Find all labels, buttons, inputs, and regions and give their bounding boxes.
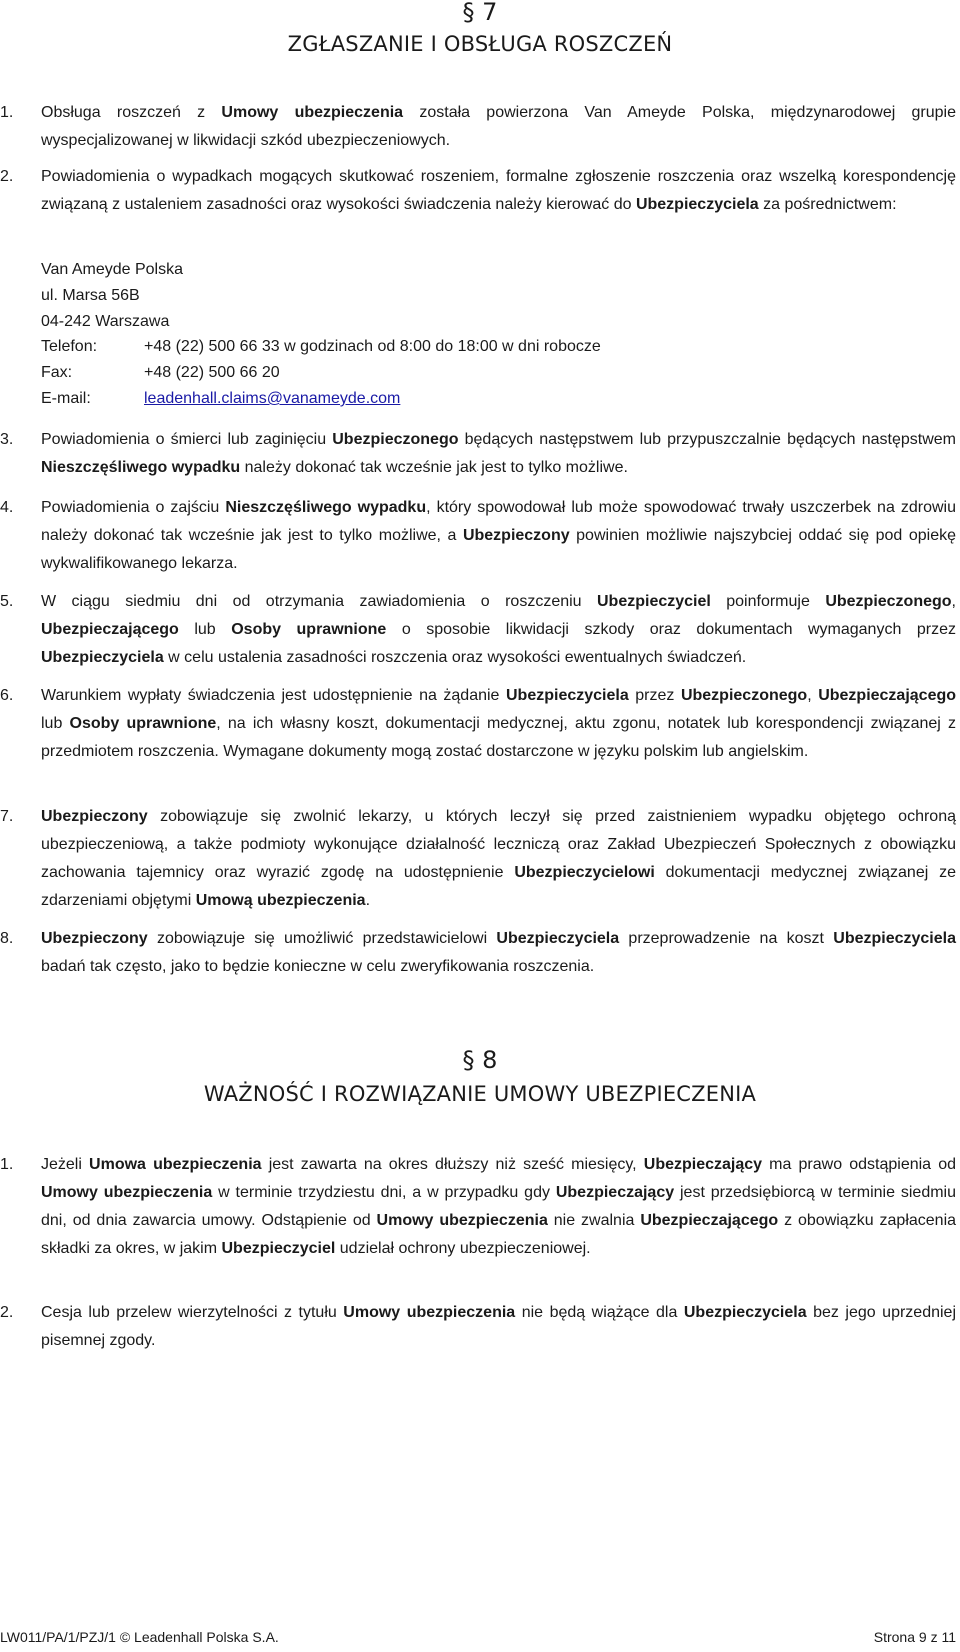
section-7-number: § 7	[462, 0, 498, 26]
item-number: 5.	[0, 593, 14, 610]
list-item	[0, 1299, 960, 1355]
item-number: 6.	[0, 687, 14, 704]
list-item	[0, 163, 960, 219]
item-text: Powiadomienia o zajściu Nieszczęśliwego wypadku, który spowodował lub może spowodować trwały uszczerbek na zdrowiu należy dokonać tak wcześnie jak jest to tylko możliwe, a Ubezpieczony powinien możliwie najszybciej oddać się pod opiekę wykwalifikowanego lekarza.	[41, 499, 956, 572]
address-street: ul. Marsa 56B	[41, 287, 140, 304]
list-item	[0, 99, 960, 155]
email-link[interactable]: leadenhall.claims@vanameyde.com	[144, 390, 401, 407]
item-number: 8.	[0, 930, 14, 947]
list-item	[0, 682, 960, 766]
section-7-title: ZGŁASZANIE I OBSŁUGA ROSZCZEŃ	[287, 32, 673, 56]
item-text: Cesja lub przelew wierzytelności z tytułu Umowy ubezpieczenia nie będą wiążące dla Ubezpieczyciela bez jego uprzedniej pisemnej zgody.	[41, 1304, 957, 1349]
item-number: 1.	[0, 104, 14, 121]
item-text: Obsługa roszczeń z Umowy ubezpieczenia została powierzona Van Ameyde Polska, międzynarodowej grupie wyspecjalizowanej w likwidacji szkód ubezpieczeniowych.	[41, 104, 957, 149]
fax-value: +48 (22) 500 66 20	[144, 364, 280, 381]
item-number: 1.	[0, 1156, 14, 1173]
phone-value: +48 (22) 500 66 33 w godzinach od 8:00 do 18:00 w dni robocze	[144, 338, 601, 355]
email-label: E-mail:	[41, 390, 91, 407]
list-item	[0, 803, 960, 915]
item-text: W ciągu siedmiu dni od otrzymania zawiadomienia o roszczeniu Ubezpieczyciel poinformuje Ubezpieczonego, Ubezpieczającego lub Osoby uprawnione o sposobie likwidacji szkody oraz dokumentach wymaganych przez Ubezpieczyciela w celu ustalenia zasadności roszczenia oraz wysokości ewentualnych świadczeń.	[41, 593, 956, 666]
address-city: 04-242 Warszawa	[41, 313, 170, 330]
item-text: Ubezpieczony zobowiązuje się zwolnić lekarzy, u których leczył się przed zaistnieniem wypadku objętego ochroną ubezpieczeniową, a także podmioty wykonujące działalność leczniczą oraz Zakład Ubezpieczeń Społecznych z obowiązku zachowania tajemnicy oraz wyrazić zgodę na udostępnienie Ubezpieczycielowi dokumentacji medycznej związanej ze zdarzeniami objętymi Umową ubezpieczenia.	[41, 808, 956, 909]
list-item	[0, 494, 960, 578]
fax-label: Fax:	[41, 364, 73, 381]
item-number: 7.	[0, 808, 14, 825]
item-text: Warunkiem wypłaty świadczenia jest udostępnienie na żądanie Ubezpieczyciela przez Ubezpieczonego, Ubezpieczającego lub Osoby uprawnione, na ich własny koszt, dokumentacji medycznej, aktu zgonu, notatek lub korespondencji związanej z przedmiotem roszczenia. Wymagane dokumenty mogą zostać dostarczone w języku polskim lub angielskim.	[41, 687, 957, 760]
address-name: Van Ameyde Polska	[41, 261, 184, 278]
item-text: Jeżeli Umowa ubezpieczenia jest zawarta na okres dłuższy niż sześć miesięcy, Ubezpieczający ma prawo odstąpienia od Umowy ubezpieczenia w terminie trzydziestu dni, a w przypadku gdy Ubezpieczający jest przedsiębiorcą w terminie siedmiu dni, od dnia zawarcia umowy. Odstąpienie od Umowy ubezpieczenia nie zwalnia Ubezpieczającego z obowiązku zapłacenia składki za okres, w jakim Ubezpieczyciel udzielał ochrony ubezpieczeniowej.	[41, 1156, 957, 1257]
footer-page-number: Strona 9 z 11	[873, 1629, 956, 1645]
item-text: Ubezpieczony zobowiązuje się umożliwić przedstawicielowi Ubezpieczyciela przeprowadzenie na koszt Ubezpieczyciela badań tak często, jako to będzie konieczne w celu zweryfikowania roszczenia.	[41, 930, 956, 975]
section-8-number: § 8	[462, 1046, 498, 1074]
item-text: Powiadomienia o śmierci lub zaginięciu Ubezpieczonego będących następstwem lub przypuszczalnie będących następstwem Nieszczęśliwego wypadku należy dokonać tak wcześnie jak jest to tylko możliwe.	[41, 431, 956, 476]
item-text: Powiadomienia o wypadkach mogących skutkować roszeniem, formalne zgłoszenie roszczenia oraz wszelką korespondencję związaną z ustaleniem zasadności oraz wysokości świadczenia należy kierować do Ubezpieczyciela za pośrednictwem:	[41, 168, 956, 213]
phone-label: Telefon:	[41, 338, 98, 355]
list-item	[0, 925, 960, 981]
list-item	[0, 1151, 960, 1263]
item-number: 4.	[0, 499, 14, 516]
list-item	[0, 588, 960, 672]
footer-document-id: LW011/PA/1/PZJ/1 © Leadenhall Polska S.A.	[0, 1629, 279, 1645]
section-8-title: WAŻNOŚĆ I ROZWIĄZANIE UMOWY UBEZPIECZENIA	[203, 1082, 757, 1106]
item-number: 3.	[0, 431, 14, 448]
list-item	[0, 426, 960, 482]
item-number: 2.	[0, 168, 14, 185]
item-number: 2.	[0, 1304, 14, 1321]
